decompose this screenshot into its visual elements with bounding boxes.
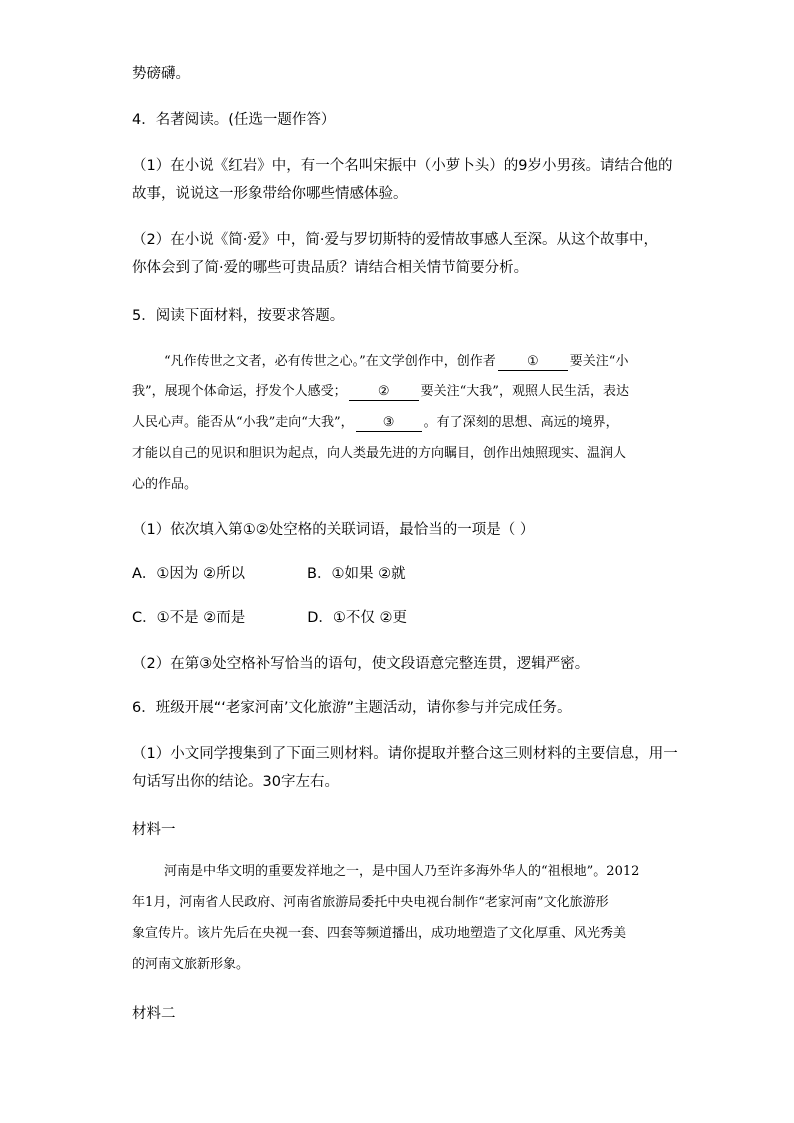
- option-b: B．①如果 ②就: [307, 566, 406, 582]
- question-4-title: 4．名著阅读。(任选一题作答）: [132, 112, 336, 128]
- passage-line-2: [132, 382, 629, 402]
- passage-text: 要关注“大我”，观照人民生活，表达: [420, 384, 629, 399]
- passage-line-3: [132, 413, 619, 433]
- question-4-2-line-1: （2）在小说《简·爱》中，简·爱与罗切斯特的爱情故事感人至深。从这个故事中，: [132, 232, 658, 248]
- question-6-title: 6．班级开展“‘老家河南’文化旅游”主题活动，请你参与并完成任务。: [132, 700, 572, 716]
- material-1-title: 材料一: [132, 822, 176, 838]
- material-1-line-3: 象宣传片。该片先后在央视一套、四套等频道播出，成功地塑造了文化厚重、风光秀美: [132, 926, 627, 941]
- passage-line-1: [164, 352, 628, 372]
- option-c: C．①不是 ②而是: [132, 610, 246, 626]
- option-d: D．①不仅 ②更: [307, 610, 408, 626]
- question-6-1-line-1: （1）小文同学搜集到了下面三则材料。请你提取并整合这三则材料的主要信息，用一: [132, 746, 678, 762]
- material-1-line-4: 的河南文旅新形象。: [132, 957, 250, 972]
- option-a: A．①因为 ②所以: [132, 566, 246, 582]
- question-4-2-line-2: 你体会到了简·爱的哪些可贵品质？请结合相关情节简要分析。: [132, 260, 529, 276]
- passage-line-5: 心的作品。: [132, 477, 198, 492]
- passage-text: 我”，展现个体命运，抒发个人感受；: [132, 384, 347, 399]
- material-1-line-1: 河南是中华文明的重要发祥地之一，是中国人乃至许多海外华人的“祖根地”。2012: [164, 864, 640, 879]
- question-4-1-line-1: （1）在小说《红岩》中，有一个名叫宋振中（小萝卜头）的9岁小男孩。请结合他的: [132, 158, 673, 174]
- text-line: 势磅礴。: [132, 66, 190, 82]
- question-5-1: （1）依次填入第①②处空格的关联词语，最恰当的一项是（ ）: [132, 522, 535, 538]
- blank-3: ③: [356, 415, 422, 432]
- option-row-1: [132, 564, 406, 584]
- material-1-line-2: 年1月，河南省人民政府、河南省旅游局委托中央电视台制作“老家河南”文化旅游形: [132, 895, 609, 910]
- blank-2: ②: [349, 384, 419, 401]
- question-6-1-line-2: 句话写出你的结论。30字左右。: [132, 774, 339, 790]
- passage-text: 。有了深刻的思想、高远的境界，: [423, 415, 619, 430]
- passage-text: 人民心声。能否从“小我”走向“大我”，: [132, 415, 354, 430]
- blank-1: ①: [498, 354, 568, 371]
- question-5-2: （2）在第③处空格补写恰当的语句，使文段语意完整连贯，逻辑严密。: [132, 656, 590, 672]
- passage-text: “凡作传世之文者，必有传世之心。”在文学创作中，创作者: [164, 354, 496, 369]
- passage-line-4: 才能以自己的见识和胆识为起点，向人类最先进的方向瞩目，创作出烛照现实、温润人: [132, 446, 627, 461]
- question-4-1-line-2: 故事，说说这一形象带给你哪些情感体验。: [132, 186, 408, 202]
- material-2-title: 材料二: [132, 1006, 176, 1022]
- question-5-title: 5．阅读下面材料，按要求答题。: [132, 308, 345, 324]
- option-row-2: [132, 608, 407, 628]
- passage-text: 要关注“小: [569, 354, 629, 369]
